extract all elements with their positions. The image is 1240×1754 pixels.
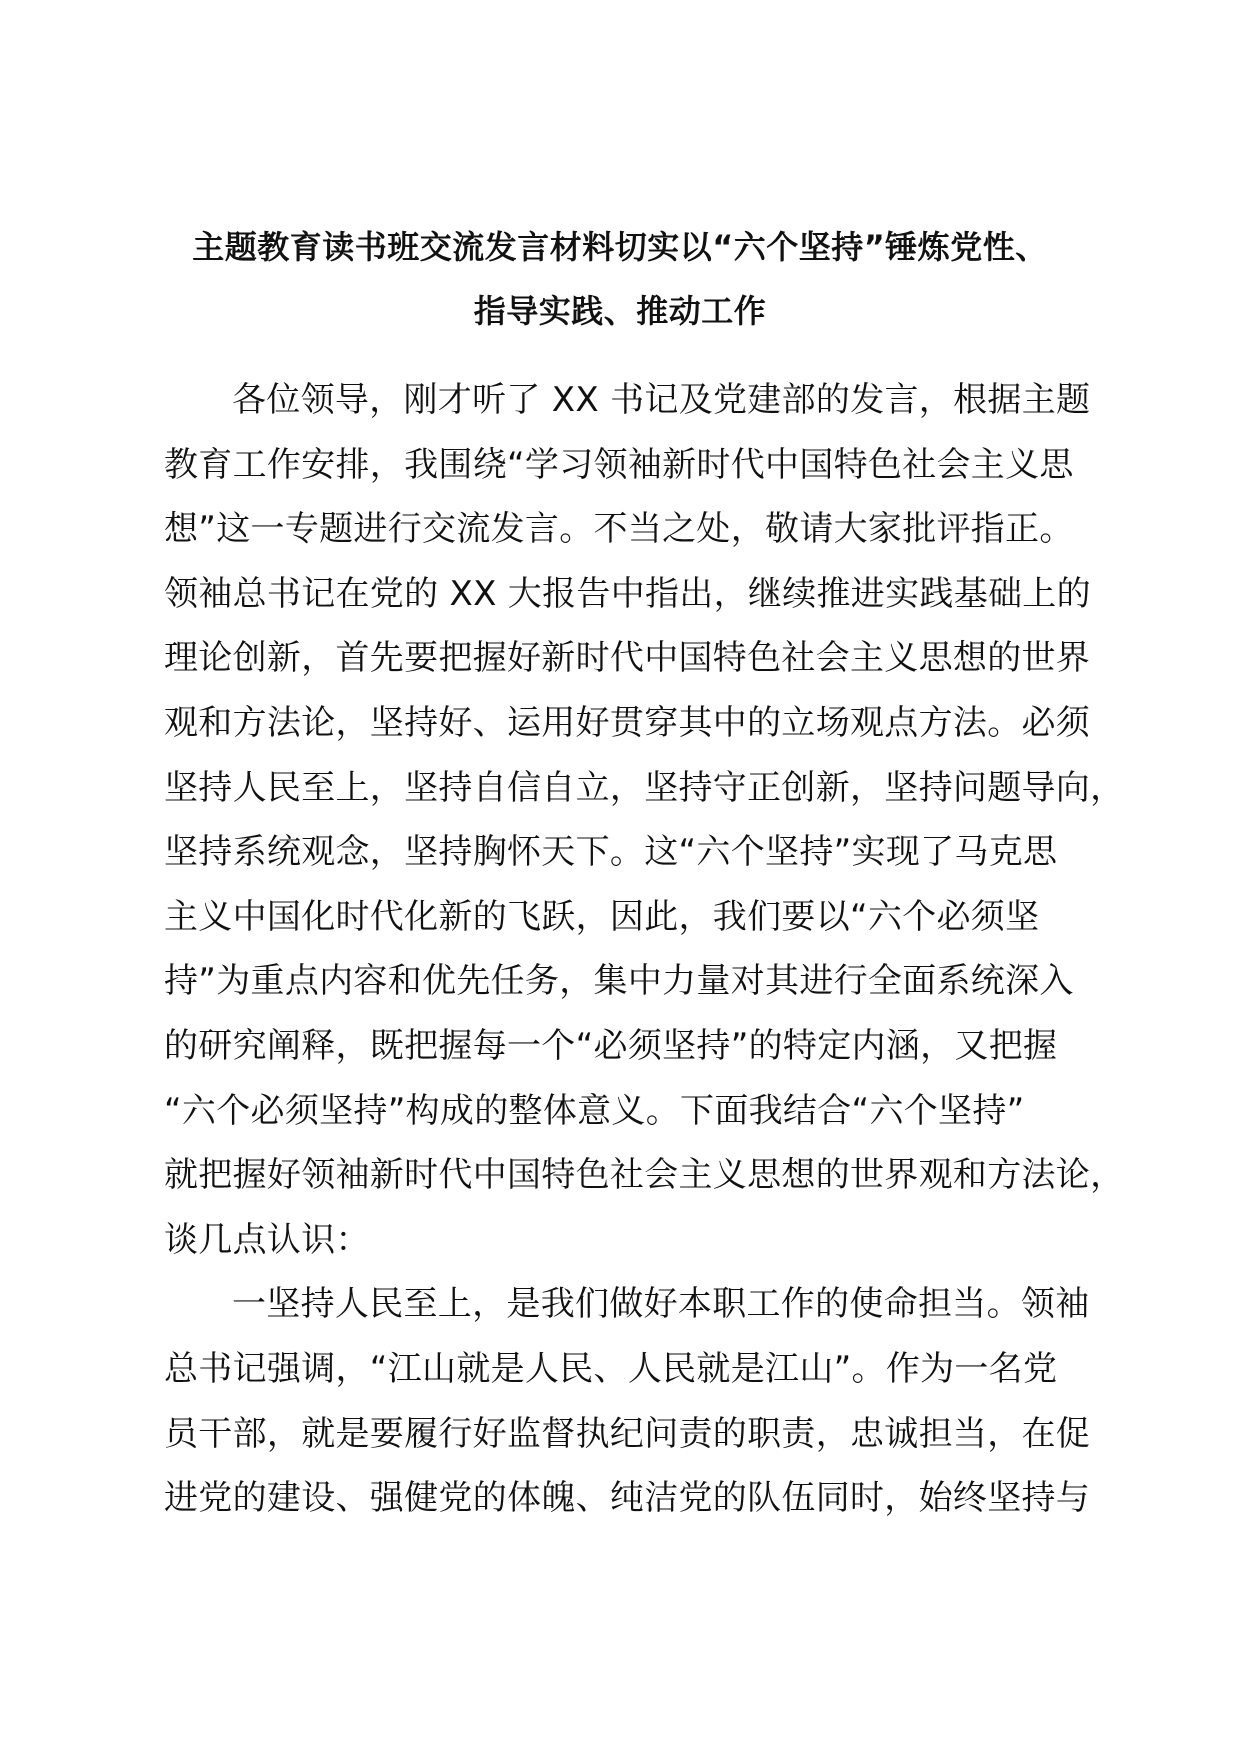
paragraph-line: 想”这一专题进行交流发言。不当之处，敬请大家批评指正。 [164,509,1074,550]
paragraph-line: 观和方法论，坚持好、运用好贯穿其中的立场观点方法。必须 [164,702,1091,743]
paragraph-line: 领袖总书记在党的 XX 大报告中指出，继续推进实践基础上的 [164,573,1091,614]
paragraph-line: 员干部，就是要履行好监督执纪问责的职责，忠诚担当，在促 [164,1413,1091,1454]
title-line: 主题教育读书班交流发言材料切实以“六个坚持”锤炼党性、 [192,228,1048,266]
paragraph-line: 各位领导，刚才听了 XX 书记及党建部的发言，根据主题 [232,380,1091,420]
paragraph-line: “六个必须坚持”构成的整体意义。下面我结合“六个坚持” [164,1090,1025,1131]
paragraph-line: 进党的建设、强健党的体魄、纯洁党的队伍同时，始终坚持与 [164,1478,1091,1519]
paragraph-line: 主义中国化时代化新的飞跃，因此，我们要以“六个必须坚 [164,896,1040,937]
paragraph-line: 坚持人民至上，坚持自信自立，坚持守正创新，坚持问题导向， [164,767,1125,808]
paragraph-line: 的研究阐释，既把握每一个“必须坚持”的特定内涵，又把握 [164,1025,1058,1066]
document-title [150,215,1090,343]
paragraph-line: 总书记强调，“江山就是人民、人民就是江山”。作为一名党 [164,1348,1058,1389]
paragraph-line: 持”为重点内容和优先任务，集中力量对其进行全面系统深入 [164,961,1074,1002]
title-line: 指导实践、推动工作 [473,292,767,330]
paragraph-line: 坚持系统观念，坚持胸怀天下。这“六个坚持”实现了马克思 [164,832,1058,873]
paragraph-line: 就把握好领袖新时代中国特色社会主义思想的世界观和方法论， [164,1155,1125,1196]
paragraph-line: 教育工作安排，我围绕“学习领袖新时代中国特色社会主义思 [164,444,1074,485]
paragraph-line: 谈几点认识： [164,1219,370,1260]
paragraph-line: 一坚持人民至上，是我们做好本职工作的使命担当。领袖 [232,1284,1090,1325]
paragraph-line: 理论创新，首先要把握好新时代中国特色社会主义思想的世界 [164,638,1091,679]
document-body [164,368,1125,1531]
